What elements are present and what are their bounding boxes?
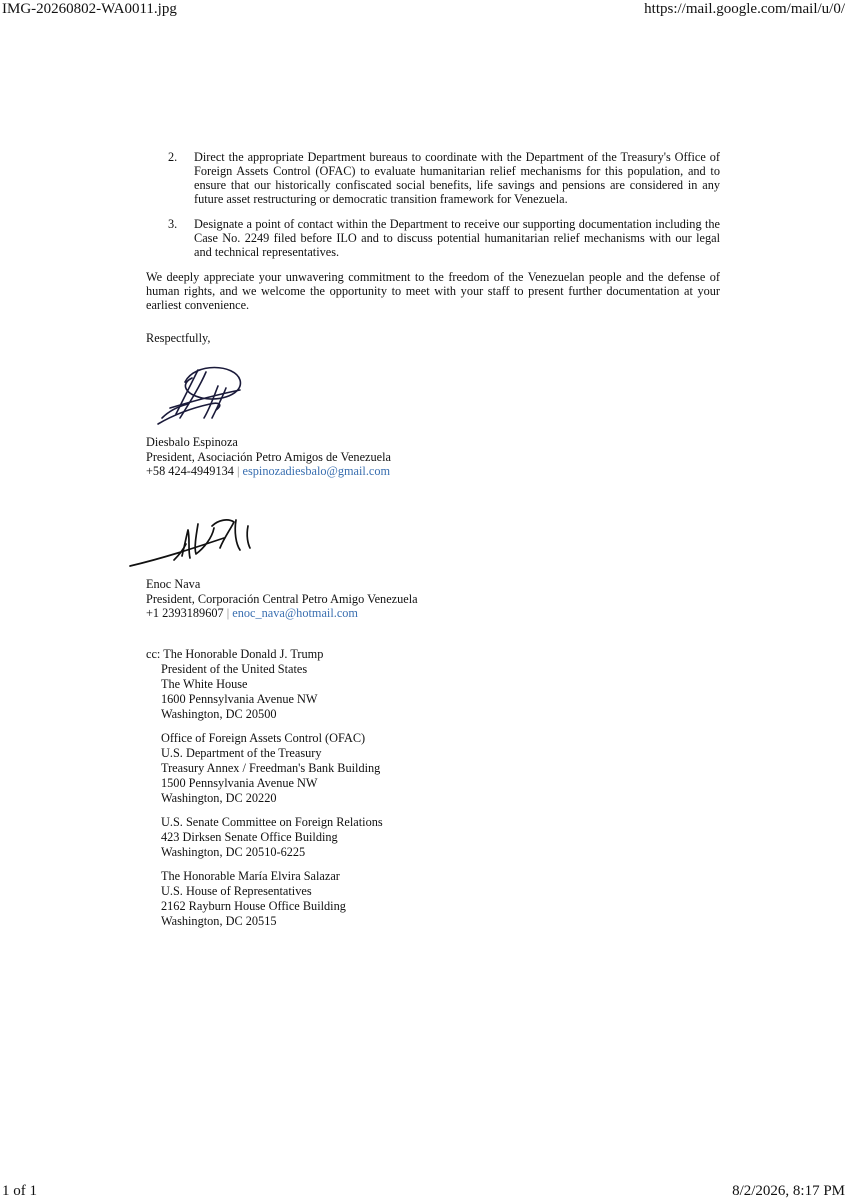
cc-recipient-1 xyxy=(146,647,323,722)
signature-nava-image xyxy=(124,508,274,573)
cc-recipient-4 xyxy=(161,869,346,929)
print-footer-page-count: 1 of 1 xyxy=(2,1183,37,1199)
cc-line: U.S. House of Representatives xyxy=(161,884,312,898)
cc-line: 1500 Pennsylvania Avenue NW xyxy=(161,776,318,790)
list-item-text: Designate a point of contact within the Department to receive our supporting documentation including the Case No. 2249 filed before ILO and to discuss potential humanitarian relief mechanisms with our legal and technical representatives. xyxy=(194,217,720,259)
signature-espinoza-image xyxy=(140,352,250,432)
signer-nava xyxy=(146,577,418,621)
signer-contact xyxy=(146,606,418,621)
cc-line: Washington, DC 20515 xyxy=(161,914,277,928)
cc-recipient-3 xyxy=(161,815,383,860)
signer-title: President, Corporación Central Petro Amigo Venezuela xyxy=(146,591,418,606)
cc-line: 2162 Rayburn House Office Building xyxy=(161,899,346,913)
cc-line: Washington, DC 20220 xyxy=(161,791,277,805)
cc-line: Washington, DC 20510-6225 xyxy=(161,845,306,859)
cc-line: The Honorable María Elvira Salazar xyxy=(161,869,340,883)
cc-line: 423 Dirksen Senate Office Building xyxy=(161,830,338,844)
list-item-number: 2. xyxy=(168,150,178,164)
contact-separator: | xyxy=(236,464,240,478)
signer-email-link[interactable]: espinozadiesbalo@gmail.com xyxy=(242,464,391,478)
cc-line: Treasury Annex / Freedman's Bank Building xyxy=(161,761,381,775)
signer-name: Diesbalo Espinoza xyxy=(146,435,238,449)
signer-espinoza xyxy=(146,435,391,479)
list-item-number: 3. xyxy=(168,217,178,231)
print-header-filename: IMG-20260802-WA0011.jpg xyxy=(2,1,177,17)
signer-name: Enoc Nava xyxy=(146,577,201,591)
cc-line: U.S. Department of the Treasury xyxy=(161,746,322,760)
list-item-2 xyxy=(168,150,720,206)
cc-line: The White House xyxy=(161,677,248,691)
salutation: Respectfully, xyxy=(146,331,211,345)
signer-phone: +58 424-4949134 xyxy=(146,464,234,478)
cc-line: 1600 Pennsylvania Avenue NW xyxy=(161,692,318,706)
list-item-3 xyxy=(168,217,720,259)
print-header-url: https://mail.google.com/mail/u/0/ xyxy=(644,1,845,17)
cc-line: U.S. Senate Committee on Foreign Relations xyxy=(161,815,383,829)
cc-line: Washington, DC 20500 xyxy=(161,707,277,721)
cc-line: Office of Foreign Assets Control (OFAC) xyxy=(161,731,366,745)
closing-paragraph: We deeply appreciate your unwavering commitment to the freedom of the Venezuelan people and the defense of human rights, and we welcome the opportunity to meet with your staff to present further documentation at your earliest convenience. xyxy=(146,270,720,312)
cc-line: The Honorable Donald J. Trump xyxy=(163,647,324,661)
contact-separator: | xyxy=(226,606,230,620)
cc-label: cc: xyxy=(146,647,161,661)
signer-contact xyxy=(146,464,391,479)
signer-title: President, Asociación Petro Amigos de Venezuela xyxy=(146,449,391,464)
signer-email-link[interactable]: enoc_nava@hotmail.com xyxy=(232,606,358,620)
cc-recipient-2 xyxy=(161,731,380,806)
signer-phone: +1 2393189607 xyxy=(146,606,224,620)
cc-line: President of the United States xyxy=(161,662,308,676)
list-item-text: Direct the appropriate Department bureaus to coordinate with the Department of the Treasury's Office of Foreign Assets Control (OFAC) to evaluate humanitarian relief mechanisms for this population, and to ensure that our historically confiscated social benefits, life savings and pensions are considered in any future asset restructuring or democratic transition framework for Venezuela. xyxy=(194,150,720,206)
print-footer-timestamp: 8/2/2026, 8:17 PM xyxy=(732,1183,845,1199)
